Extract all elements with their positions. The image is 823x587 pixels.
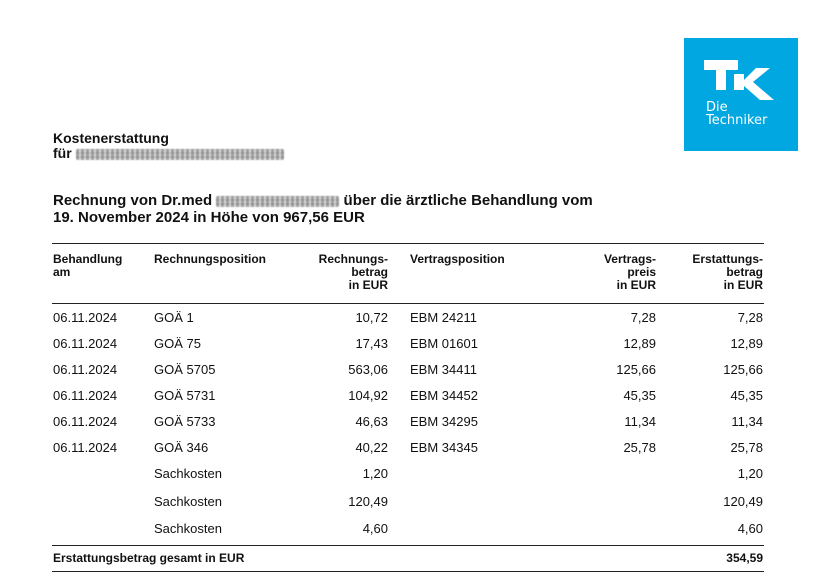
cell-amount: 120,49 (348, 494, 388, 509)
redacted-doctor-name (216, 196, 339, 207)
header-contract: Vertragsposition (410, 252, 505, 266)
header-position: Rechnungsposition (154, 252, 266, 266)
logo-brand-line1: Die (706, 100, 728, 115)
invoice-line1 (53, 192, 593, 209)
cell-amount: 104,92 (348, 388, 388, 403)
total-value: 354,59 (726, 551, 763, 565)
cell-amount: 17,43 (355, 336, 388, 351)
cell-date: 06.11.2024 (53, 336, 118, 351)
cell-contract-price: 125,66 (616, 362, 656, 377)
table-header-rule (52, 303, 764, 304)
cell-date: 06.11.2024 (53, 310, 118, 325)
cell-refund: 11,34 (731, 414, 763, 429)
cell-position: Sachkosten (154, 466, 222, 481)
cell-position: GOÄ 5705 (154, 362, 216, 377)
logo-brand-line2: Techniker (706, 113, 768, 128)
total-label: Erstattungsbetrag gesamt in EUR (53, 551, 245, 565)
cell-contract: EBM 24211 (410, 310, 477, 325)
tk-logo (684, 38, 798, 151)
logo-brand-text (706, 101, 767, 127)
cell-refund: 125,66 (723, 362, 763, 377)
invoice-heading (53, 192, 593, 226)
cell-position: GOÄ 75 (154, 336, 201, 351)
cell-contract: EBM 34411 (410, 362, 477, 377)
recipient-line (53, 146, 284, 161)
cell-contract: EBM 34295 (410, 414, 478, 429)
cell-date: 06.11.2024 (53, 440, 118, 455)
cell-refund: 7,28 (737, 310, 763, 325)
header-contract-price: Vertrags- preis in EUR (603, 252, 656, 292)
cell-position: Sachkosten (154, 494, 222, 509)
header-date: Behandlung am (53, 252, 123, 279)
cell-contract: EBM 34452 (410, 388, 478, 403)
cell-position: Sachkosten (154, 521, 222, 536)
header-refund: Erstattungs- betrag in EUR (692, 252, 763, 292)
cell-contract-price: 45,35 (623, 388, 656, 403)
invoice-line2: 19. November 2024 in Höhe von 967,56 EUR (53, 209, 365, 226)
cell-contract-price: 25,78 (623, 440, 656, 455)
cell-date: 06.11.2024 (53, 414, 118, 429)
table-total-rule (52, 545, 764, 546)
cell-refund: 25,78 (730, 440, 763, 455)
cell-contract: EBM 34345 (410, 440, 478, 455)
reimbursement-heading (53, 131, 284, 161)
cell-contract-price: 7,28 (630, 310, 656, 325)
cell-amount: 40,22 (355, 440, 388, 455)
cell-position: GOÄ 1 (154, 310, 194, 325)
header-amount: Rechnungs- betrag in EUR (318, 252, 388, 292)
redacted-name (76, 149, 284, 160)
cell-amount: 46,63 (355, 414, 388, 429)
cell-refund: 12,89 (730, 336, 763, 351)
cell-amount: 10,72 (355, 310, 388, 325)
cell-contract-price: 12,89 (623, 336, 656, 351)
table-bottom-rule (52, 571, 764, 572)
cell-position: GOÄ 346 (154, 440, 209, 455)
cell-date: 06.11.2024 (53, 388, 118, 403)
cell-refund: 120,49 (723, 494, 763, 509)
cell-refund: 4,60 (737, 521, 763, 536)
cell-contract-price: 11,34 (624, 414, 656, 429)
cell-amount: 4,60 (362, 521, 388, 536)
cell-position: GOÄ 5731 (154, 388, 216, 403)
document-title: Kostenerstattung (53, 130, 169, 146)
cell-refund: 45,35 (730, 388, 763, 403)
cell-amount: 563,06 (348, 362, 388, 377)
for-label: für (53, 145, 72, 161)
cell-position: GOÄ 5733 (154, 414, 216, 429)
cell-contract: EBM 01601 (410, 336, 478, 351)
cell-amount: 1,20 (362, 466, 388, 481)
invoice-suffix: über die ärztliche Behandlung vom (343, 192, 593, 209)
tk-mark-icon (704, 60, 778, 100)
table-top-rule (52, 243, 764, 244)
cell-date: 06.11.2024 (53, 362, 118, 377)
invoice-prefix: Rechnung von Dr.med (53, 192, 213, 209)
cell-refund: 1,20 (737, 466, 763, 481)
